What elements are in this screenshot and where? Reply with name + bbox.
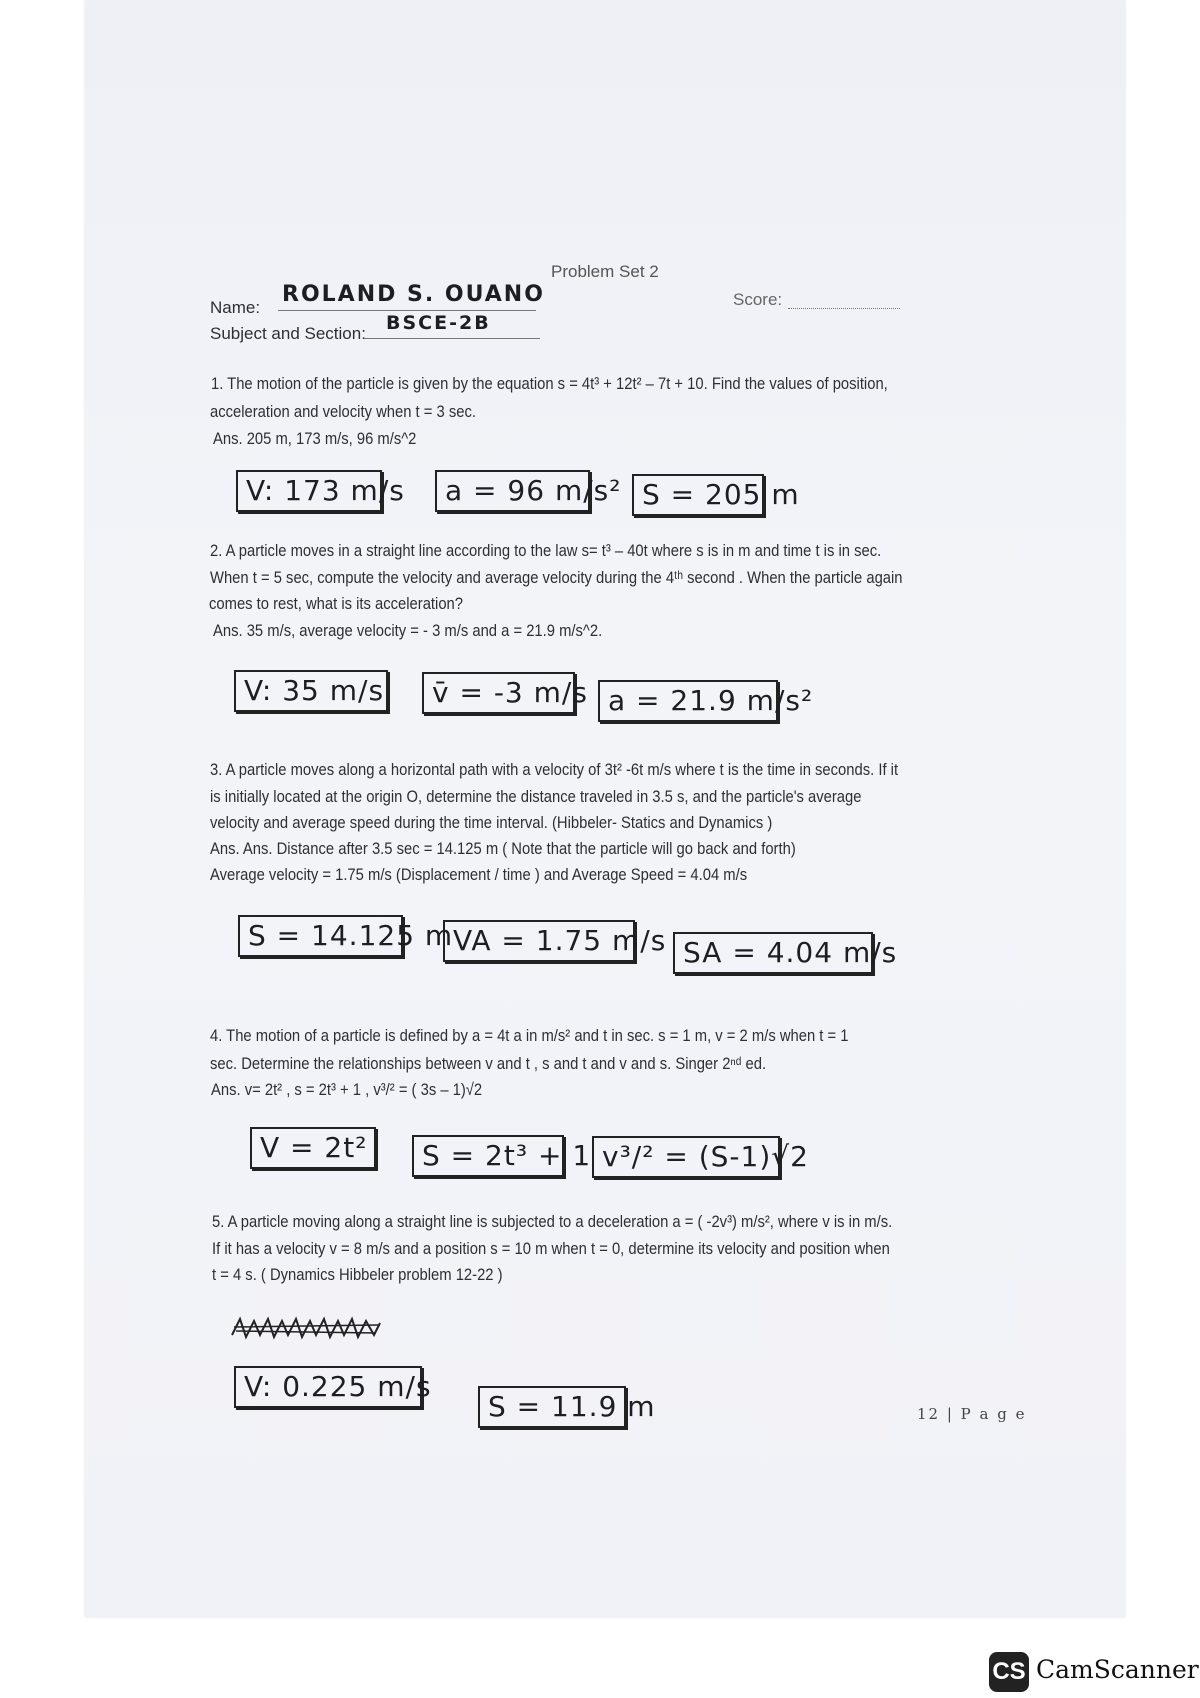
problem-4-answer: Ans. v= 2t² , s = 2t³ + 1 , v³/² = ( 3s – 1)√2 xyxy=(211,1080,483,1099)
name-value: ROLAND S. OUANO xyxy=(282,282,545,307)
problem-3-line-1: 3. A particle moves along a horizontal path with a velocity of 3t² -6t m/s where t is the time in seconds. If it xyxy=(210,760,899,779)
p3-answer-box-distance: S = 14.125 m xyxy=(238,915,403,957)
score-label: Score: xyxy=(733,290,783,309)
problem-3-line-3: velocity and average speed during the time interval. (Hibbeler- Statics and Dynamics ) xyxy=(210,813,773,832)
section-value: BSCE-2B xyxy=(386,312,491,334)
p4-answer-box-s-t: S = 2t³ + 1 xyxy=(412,1135,564,1177)
p5-answer-box-position: S = 11.9 m xyxy=(478,1386,626,1428)
problem-1-answer: Ans. 205 m, 173 m/s, 96 m/s^2 xyxy=(213,429,417,448)
p2-answer-box-velocity: V: 35 m/s xyxy=(234,670,388,712)
camscanner-watermark: CamScanner xyxy=(1036,1655,1199,1684)
page-number: 12 | P a g e xyxy=(917,1405,1027,1423)
problem-3-answer-2: Average velocity = 1.75 m/s (Displacement / time ) and Average Speed = 4.04 m/s xyxy=(210,865,748,884)
p3-answer-box-average-velocity: VA = 1.75 m/s xyxy=(443,920,635,962)
problem-3-line-2: is initially located at the origin O, determine the distance traveled in 3.5 s, and the particle's average xyxy=(210,787,862,806)
camscanner-logo: CS xyxy=(989,1652,1029,1692)
p1-answer-box-position: S = 205 m xyxy=(632,474,764,516)
problem-2-line-2: When t = 5 sec, compute the velocity and average velocity during the 4ᵗʰ second . When the particle again xyxy=(210,568,903,587)
problem-1-line-2: acceleration and velocity when t = 3 sec. xyxy=(210,402,476,421)
problem-1-line-1: 1. The motion of the particle is given by the equation s = 4t³ + 12t² – 7t + 10. Find the values of position, xyxy=(211,374,888,393)
section-label: Subject and Section: xyxy=(210,324,366,343)
name-label: Name: xyxy=(210,298,261,317)
p2-answer-box-acceleration: a = 21.9 m/s² xyxy=(598,680,778,722)
p4-answer-box-v-t: V = 2t² xyxy=(250,1127,376,1169)
p3-answer-box-average-speed: SA = 4.04 m/s xyxy=(673,932,873,974)
problem-2-answer: Ans. 35 m/s, average velocity = - 3 m/s and a = 21.9 m/s^2. xyxy=(213,621,603,640)
problem-2-line-3: comes to rest, what is its acceleration? xyxy=(209,594,464,613)
p1-answer-box-velocity: V: 173 m/s xyxy=(236,470,382,512)
p4-answer-box-v-s: v³/² = (S-1)√2 xyxy=(592,1136,780,1178)
problem-4-line-1: 4. The motion of a particle is defined by a = 4t a in m/s² and t in sec. s = 1 m, v = 2 m/s when t = 1 xyxy=(210,1026,849,1045)
page-title: Problem Set 2 xyxy=(551,262,659,281)
p5-answer-box-velocity: V: 0.225 m/s xyxy=(234,1366,422,1408)
problem-5-line-3: t = 4 s. ( Dynamics Hibbeler problem 12-22 ) xyxy=(212,1265,503,1284)
p2-answer-box-average-velocity: v̄ = -3 m/s xyxy=(422,672,575,714)
problem-5-line-2: If it has a velocity v = 8 m/s and a position s = 10 m when t = 0, determine its velocity and position when xyxy=(212,1239,890,1258)
p1-answer-box-acceleration: a = 96 m/s² xyxy=(435,470,590,512)
score-line xyxy=(788,308,900,309)
problem-3-answer-1: Ans. Ans. Distance after 3.5 sec = 14.125 m ( Note that the particle will go back and forth) xyxy=(210,839,796,858)
problem-4-line-2: sec. Determine the relationships between v and t , s and t and v and s. Singer 2ⁿᵈ ed. xyxy=(210,1054,767,1073)
problem-5-line-1: 5. A particle moving along a straight line is subjected to a deceleration a = ( -2v³) m/s², where v is in m/s. xyxy=(212,1212,893,1231)
problem-2-line-1: 2. A particle moves in a straight line according to the law s= t³ – 40t where s is in m and time t is in sec. xyxy=(210,541,882,560)
crossed-out-scribble xyxy=(228,1313,388,1345)
